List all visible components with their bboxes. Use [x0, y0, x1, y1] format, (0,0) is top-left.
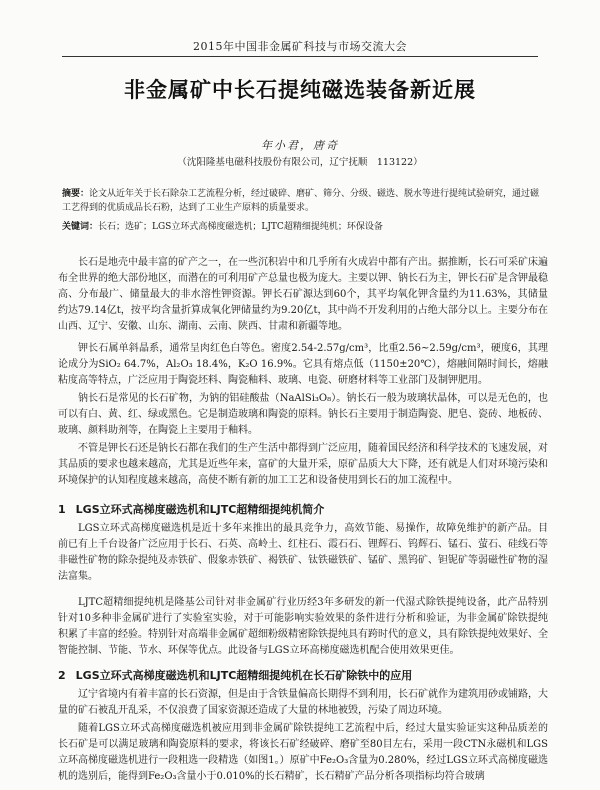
section-heading-2 [58, 667, 412, 683]
section-number: 1 [58, 503, 66, 516]
keywords [62, 220, 540, 234]
keywords-text: 长石；选矿；LGS立环式高梯度磁选机；LJTC超精细提纯机；环保设备 [98, 222, 383, 232]
body-paragraph [58, 721, 548, 785]
body-paragraph [58, 255, 548, 335]
header-divider [62, 56, 538, 57]
authors: 年小君，唐奇 [261, 139, 339, 152]
abstract-text: 论文从近年关于长石除杂工艺流程分析，经过破碎、磨矿、筛分、分级、磁选、脱水等进行提纯试验研究，通过磁工艺得到的优质成品长石粉，达到了工业生产原料的质量要求。 [62, 189, 540, 213]
paragraph-text: 钠长石是常见的长石矿物，为钠的铝硅酸盐（NaAlSi₃O₈）。钠长石一般为玻璃状晶体，可以是无色的，也可以有白、黄、红、绿或黑色。它是制造玻璃和陶瓷的原料。钠长石主要用于制造陶瓷、肥皂、瓷砖、地板砖、玻璃、颜料助剂等，在陶瓷上主要用于釉料。 [58, 393, 548, 436]
section-heading-1 [58, 501, 324, 517]
paragraph-text: 长石是地壳中最丰富的矿产之一，在一些沉积岩中和几乎所有火成岩中都有产出。据推断，长石可采矿床遍布全世界的绝大部份地区，而潜在的可利用矿产总量也极为庞大。主要以钾、钠长石为主，钾长石矿是含钾最稳高、分布最广、储量最大的非水溶性钾资源。钾长石矿源达到60个，其平均氧化钾含量约为11.63%，其储量约达79.14亿t，按平均含量折算成氧化钾储量约为9.20亿t，其中尚不开发利用的占绝大部分以上。主要分布在山西、辽宁、安徽、山东、湖南、云南、陕西、甘肃和新疆等地。 [58, 257, 548, 332]
paragraph-text: 辽宁省境内有着丰富的长石资源，但是由于含铁量偏高长期得不到利用，长石矿就作为建筑用砂或铺路，大量的矿石被乱开乱采，不仅浪费了国家资源还造成了大量的林地被毁，污染了周边环境。 [58, 689, 548, 716]
paragraph-text: LGS立环式高梯度磁选机是近十多年来推出的最具竞争力，高效节能、易操作，故障免维护的新产品。目前已有上千台设备广泛应用于长石、石英、高岭土、红柱石、霞石石、锂辉石、钨辉石、锰石、萤石、硅线石等非磁性矿物的除杂提纯及赤铁矿、假象赤铁矿、褐铁矿、钛铁磁铁矿、锰矿、黑钨矿、钽铌矿等弱磁性矿物的湿法富集。 [58, 523, 548, 582]
paragraph-text: 钾长石属单斜晶系，通常呈肉红色白等色。密度2.54-2.57g/cm³，比重2.56~2.59g/cm³，硬度6，其理论成分为SiO₂ 64.7%，Al₂O₃ 18.4%，K₂O 16.9%。它具有熔点低（1150±20℃），熔融间隔时间长，熔融粘度高等特点，广泛应用于陶瓷坯料、陶瓷釉料、玻璃、电瓷、研磨材料等工业部门及制钾肥用。 [58, 343, 548, 386]
abstract [62, 187, 540, 215]
paper-title: 非金属矿中长石提纯磁选装备新近展 [124, 78, 476, 102]
section-title: LGS立环式高梯度磁选机和LJTC超精细提纯机在长石矿除铁中的应用 [75, 669, 413, 682]
affiliation: （沈阳隆基电磁科技股份有限公司，辽宁抚顺 113122） [177, 157, 423, 168]
body-paragraph [58, 595, 548, 659]
paragraph-text: 随着LGS立环式高梯度磁选机被应用到非金属矿除铁提纯工艺流程中后，经过大量实验证实这种品质差的长石矿是可以满足玻璃和陶瓷原料的要求，将该长石矿经破碎、磨矿至80目左右，采用一段CTN永磁机和LGS立环高梯度磁选机进行一段粗选一段精选（如图1。）原矿中Fe₂O₃含量为0.280%，经过LGS立环式高梯度磁选机的选别后，能得到Fe₂O₃含量小于0.010%的长石精矿，长石精矿产品分析各项指标均符合玻璃 [58, 723, 548, 782]
paragraph-text: 不管是钾长石还是钠长石都在我们的生产生活中都得到广泛应用，随着国民经济和科学技术的飞速发展，对其品质的要求也越来越高，尤其是近些年来，富矿的大量开采，原矿品质大大下降，还有就是人们对环境污染和环境保护的认知程度越来越高，高使不断有新的加工工艺和设备使用到长石的加工流程中。 [58, 443, 548, 486]
paragraph-text: LJTC超精细提纯机是隆基公司针对非金属矿行业历经3年多研发的新一代湿式除铁提纯设备，此产品特别针对10多种非金属矿进行了实验室实验，对于可能影响实验效果的条件进行分析和验证，为非金属矿除铁提纯积累了丰富的经验。特别针对高端非金属矿超细粉级精密除铁提纯具有跨时代的意义，具有除铁提纯效果好、全智能控制、节能、节水、环保等优点。此设备与LGS立环高梯度磁选机配合使用效果更佳。 [58, 597, 548, 656]
body-paragraph [58, 441, 548, 489]
body-paragraph [58, 521, 548, 585]
running-header: 2015年中国非金属矿科技与市场交流大会 [193, 40, 407, 53]
body-paragraph [58, 687, 548, 719]
abstract-label: 摘要： [62, 189, 90, 199]
body-paragraph [58, 391, 548, 439]
section-title: LGS立环式高梯度磁选机和LJTC超精细提纯机简介 [75, 503, 325, 516]
keywords-label: 关键词： [62, 222, 99, 232]
body-paragraph [58, 341, 548, 389]
section-number: 2 [58, 669, 66, 682]
